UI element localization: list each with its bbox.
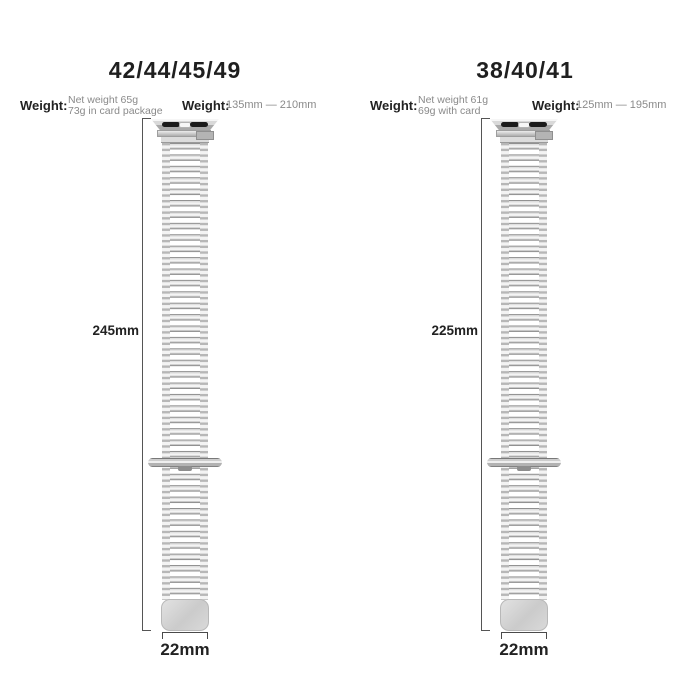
measure-tick-bottom — [142, 630, 151, 631]
magnetic-end-cap — [500, 599, 548, 631]
band-width-label: 22mm — [499, 640, 549, 659]
weight-value-line2: 73g in card package — [68, 105, 163, 117]
size-title: 42/44/45/49 — [108, 57, 242, 83]
band-length-label: 225mm — [431, 323, 478, 338]
length-spec-label: Weight: — [532, 98, 580, 113]
length-measure-line — [142, 118, 143, 630]
band-links — [162, 143, 208, 600]
weight-label: Weight: — [370, 98, 418, 113]
width-measure-bracket — [501, 632, 547, 639]
weight-value-line1: Net weight 65g — [68, 94, 139, 106]
width-measure-bracket — [162, 632, 208, 639]
adapter-slot-right — [190, 122, 208, 127]
band-illustration — [431, 112, 584, 677]
length-measure-line — [481, 118, 482, 630]
weight-value-line1: Net weight 61g — [418, 94, 489, 106]
adapter-side-tab — [196, 131, 214, 140]
size-title: 38/40/41 — [476, 57, 574, 83]
magnetic-end-cap — [161, 599, 209, 631]
spec-column-small — [350, 0, 700, 700]
band-length-label: 245mm — [92, 323, 139, 338]
band-width-label: 22mm — [160, 640, 210, 659]
measure-tick-top — [481, 118, 490, 119]
weight-label: Weight: — [20, 98, 68, 113]
band-links — [501, 143, 547, 600]
length-spec-label: Weight: — [182, 98, 230, 113]
slider-clasp-slot — [178, 466, 192, 471]
adapter-slot-left — [501, 122, 519, 127]
band-illustration — [92, 112, 245, 677]
weight-value-line2: 69g with card — [418, 105, 481, 117]
length-spec-value: 135mm — 210mm — [226, 99, 317, 111]
adapter-slot-right — [529, 122, 547, 127]
measure-tick-top — [142, 118, 151, 119]
watch-adapter — [151, 119, 219, 130]
slider-clasp-slot — [517, 466, 531, 471]
adapter-slot-left — [162, 122, 180, 127]
watch-adapter — [490, 119, 558, 130]
adapter-side-tab — [535, 131, 553, 140]
length-spec-value: 125mm — 195mm — [576, 99, 667, 111]
measure-tick-bottom — [481, 630, 490, 631]
